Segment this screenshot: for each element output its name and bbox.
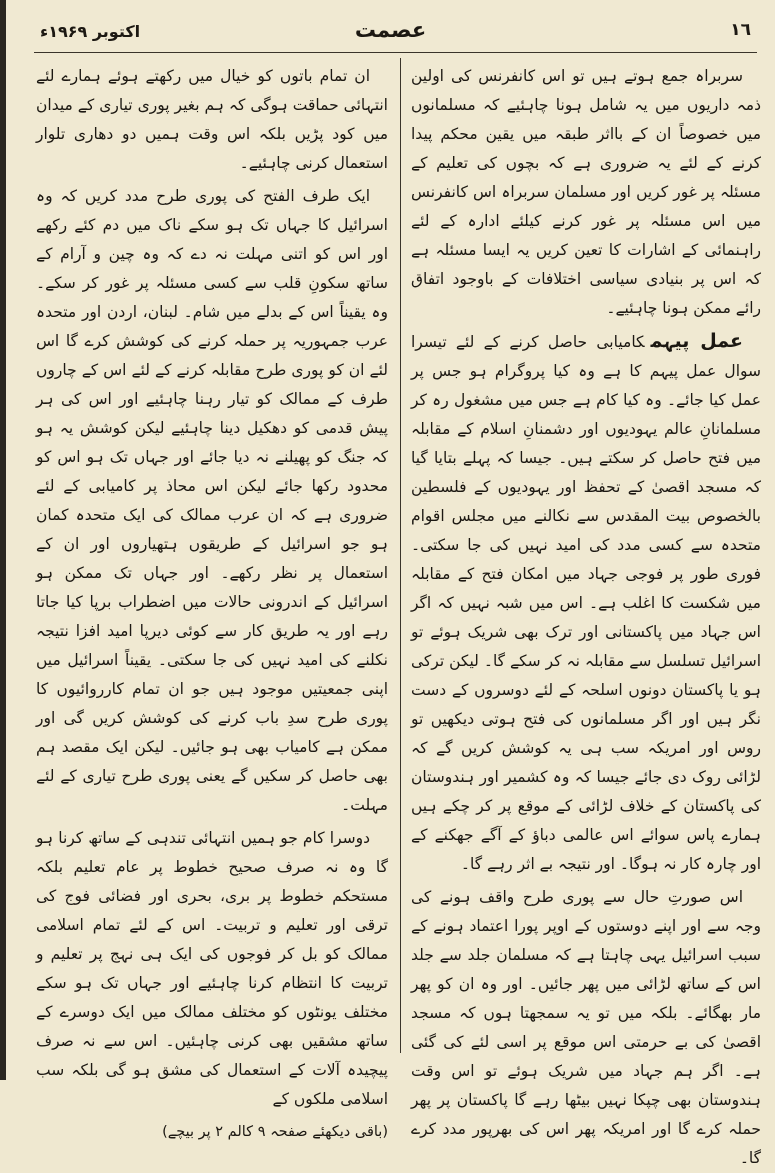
right-column: [411, 62, 761, 1167]
right-paragraph-1: سربراہ جمع ہوتے ہیں تو اس کانفرنس کی اولین ذمہ داریوں میں یہ شامل ہونا چاہئیے کہ مسلمانوں میں خصوصاً ان کے بااثر طبقہ میں یقین محکم پیدا کرنے کے لئے یہ ضروری ہے کہ بچوں کی تعلیم کے مسئلہ پر غور کریں اور مسلمان سربراہ اس کانفرنس میں اس مسئلہ پر غور کرنے کیلئے ادارہ کے لئے راہنمائی کے اشارات کا تعین کریں یہ ایسا مسئلہ ہے کہ اس پر بنیادی سیاسی اختلافات کے باوجود اتفاق رائے ممکن ہونا چاہئیے۔: [411, 67, 761, 317]
magazine-title: عصمت: [354, 18, 427, 42]
left-column: [36, 62, 388, 1140]
left-paragraph-1: ان تمام باتوں کو خیال میں رکھتے ہوئے ہمارے لئے انتہائی حماقت ہوگی کہ ہم بغیر پوری تیاری کے میدان میں کود پڑیں بلکہ اس وقت ہمیں دو دھاری تلوار استعمال کرنی چاہئیے۔: [36, 67, 388, 172]
left-paragraph-2: ایک طرف الفتح کی پوری طرح مدد کریں کہ وہ اسرائیل کا جہاں تک ہو سکے ناک میں دم کئے رکھے اور اس کو اتنی مہلت نہ دے کہ وہ چین و آرام کے ساتھ سکونِ قلب سے کسی مسئلہ پر غور کر سکے۔ وہ یقیناً اس کے بدلے میں شام۔ لبنان، اردن اور متحدہ عرب جمہوریہ پر حملہ کرنے کی کوشش کرے گا اس لئے ان کو پوری طرح مقابلہ کرنے کے لئے اس کے چاروں طرف کے ممالک کو تیار رہنا چاہئیے اور اس کی ہر پیش قدمی کو دھکیل دینا چاہئیے لیکن کوشش یہ ہو کہ جنگ کو پھیلنے نہ دیا جائے اور جہاں تک ہو اس کو محدود رکھا جائے لیکن اس محاذ پر کامیابی کے لئے ضروری ہے کہ ان عرب ممالک کی ایک متحدہ کمان ہو جو اسرائیل کے طریقوں ہتھیاروں اور ان کے استعمال پر نظر رکھے۔ اور جہاں تک ممکن ہو اسرائیل کے اندرونی حالات میں اضطراب برپا کیا جاتا رہے اور یہ طریق کار سے کوئی دیرپا امید افزا نتیجہ نکلنے کی امید نہیں کی جا سکتی۔ یقیناً اسرائیل میں اپنی جمعیتیں موجود ہیں جو ان تمام کارروائیوں کا پوری طرح سدِ باب کرنے کی کوشش کریں گی اور ممکن ہے کامیاب بھی ہو جائیں۔ لیکن ایک مقصد ہم بھی حاصل کر سکیں گے یعنی پوری طرح تیاری کے لئے مہلت۔: [36, 187, 388, 814]
continuation-note: (باقی دیکھئے صفحہ ۹ کالم ۲ پر بیچے): [162, 1124, 388, 1140]
header-rule: [34, 52, 757, 53]
right-paragraph-2: [411, 327, 761, 879]
column-divider: [400, 58, 401, 1053]
section-heading: عمل پیہم: [650, 330, 743, 352]
right-paragraph-2-text: کامیابی حاصل کرنے کے لئے تیسرا سوال عمل پیہم کا ہے وہ کیا پروگرام ہو جس پر عمل کیا جائے۔ وہ کیا کام ہے جس میں مشغول رہ کر مسلمانانِ عالم یہودیوں اور دشمنانِ اسلام کے مقابلہ میں فتح حاصل کر سکتے ہیں۔ جیسا کہ پہلے بتایا گیا کہ مسجد اقصیٰ کے تحفظ اور یہودیوں کے فلسطین بالخصوص بیت المقدس سے نکالنے میں مجلس اقوام متحدہ سے کسی مدد کی امید نہیں کی جا سکتی۔ فوری طور پر فوجی جہاد میں امکان فتح کے مقابلہ میں شکست کا اغلب ہے۔ اس میں شبہ نہیں کہ اگر اس جہاد میں پاکستانی اور ترک بھی شریک ہوئے تو اسرائیل تسلسل سے مقابلہ نہ کر سکے گا۔ لیکن ترکی ہو یا پاکستان دونوں اسلحہ کے لئے دوسروں کے دست نگر ہیں اور اگر مسلمانوں کی فتح ہوتی دیکھیں تو روس اور امریکہ سب ہی یہ کوشش کریں گے کہ لڑائی روک دی جائے جیسا کہ وہ کشمیر اور ہندوستان کی پاکستان کے خلاف لڑائی کے موقع پر کر چکے ہیں ہمارے پاس سوائے اس عالمی دباؤ کے آگے جھکنے کے اور چارہ کار نہ ہوگا۔ اور نتیجہ بے اثر رہے گا۔: [411, 333, 761, 873]
page-number: ١٦: [730, 20, 751, 40]
right-paragraph-3: اس صورتِ حال سے پوری طرح واقف ہونے کی وجہ سے اور اپنے دوستوں کے اوپر پورا اعتماد ہونے کے سبب اسرائیل یہی چاہتا ہے کہ مسلمان جلد سے جلد اس کے ساتھ لڑائی میں پھر جائیں۔ اور وہ ان کو پھر مار بھگائے۔ بلکہ میں تو یہ سمجھتا ہوں کہ مسجد اقصیٰ کی بے حرمتی اس موقع پر اسی لئے کی گئی ہے۔ اگر ہم جہاد میں شریک ہوئے تو اس وقت ہندوستان بھی چپکا نہیں بیٹھا رہے گا پاکستان پر پھر حملہ کرے گا اور امریکہ پھر اس کی بھرپور مدد کرے گا۔: [411, 888, 761, 1167]
left-paragraph-3: دوسرا کام جو ہمیں انتہائی تندہی کے ساتھ کرنا ہو گا وہ نہ صرف صحیح خطوط پر عام تعلیم بلکہ مستحکم خطوط پر بری، بحری اور فضائی فوج کی ترقی اور تعلیم و تربیت۔ اس کے لئے تمام اسلامی ممالک کو بل کر فوجوں کی ایک ہی نہج پر تعلیم و تربیت کا انتظام کرنا چاہئیے اور جہاں تک ہو سکے مختلف یونٹوں کو مختلف ممالک میں ایک دوسرے کے ساتھ مشقیں بھی کرنی چاہئیں۔ اس سے نہ صرف پیچیدہ آلات کے استعمال کی مشق ہو گی بلکہ سب اسلامی ملکوں کے: [36, 829, 388, 1108]
page-header: [6, 18, 775, 52]
issue-date: اکتوبر ۱۹۶۹ء: [40, 22, 141, 41]
